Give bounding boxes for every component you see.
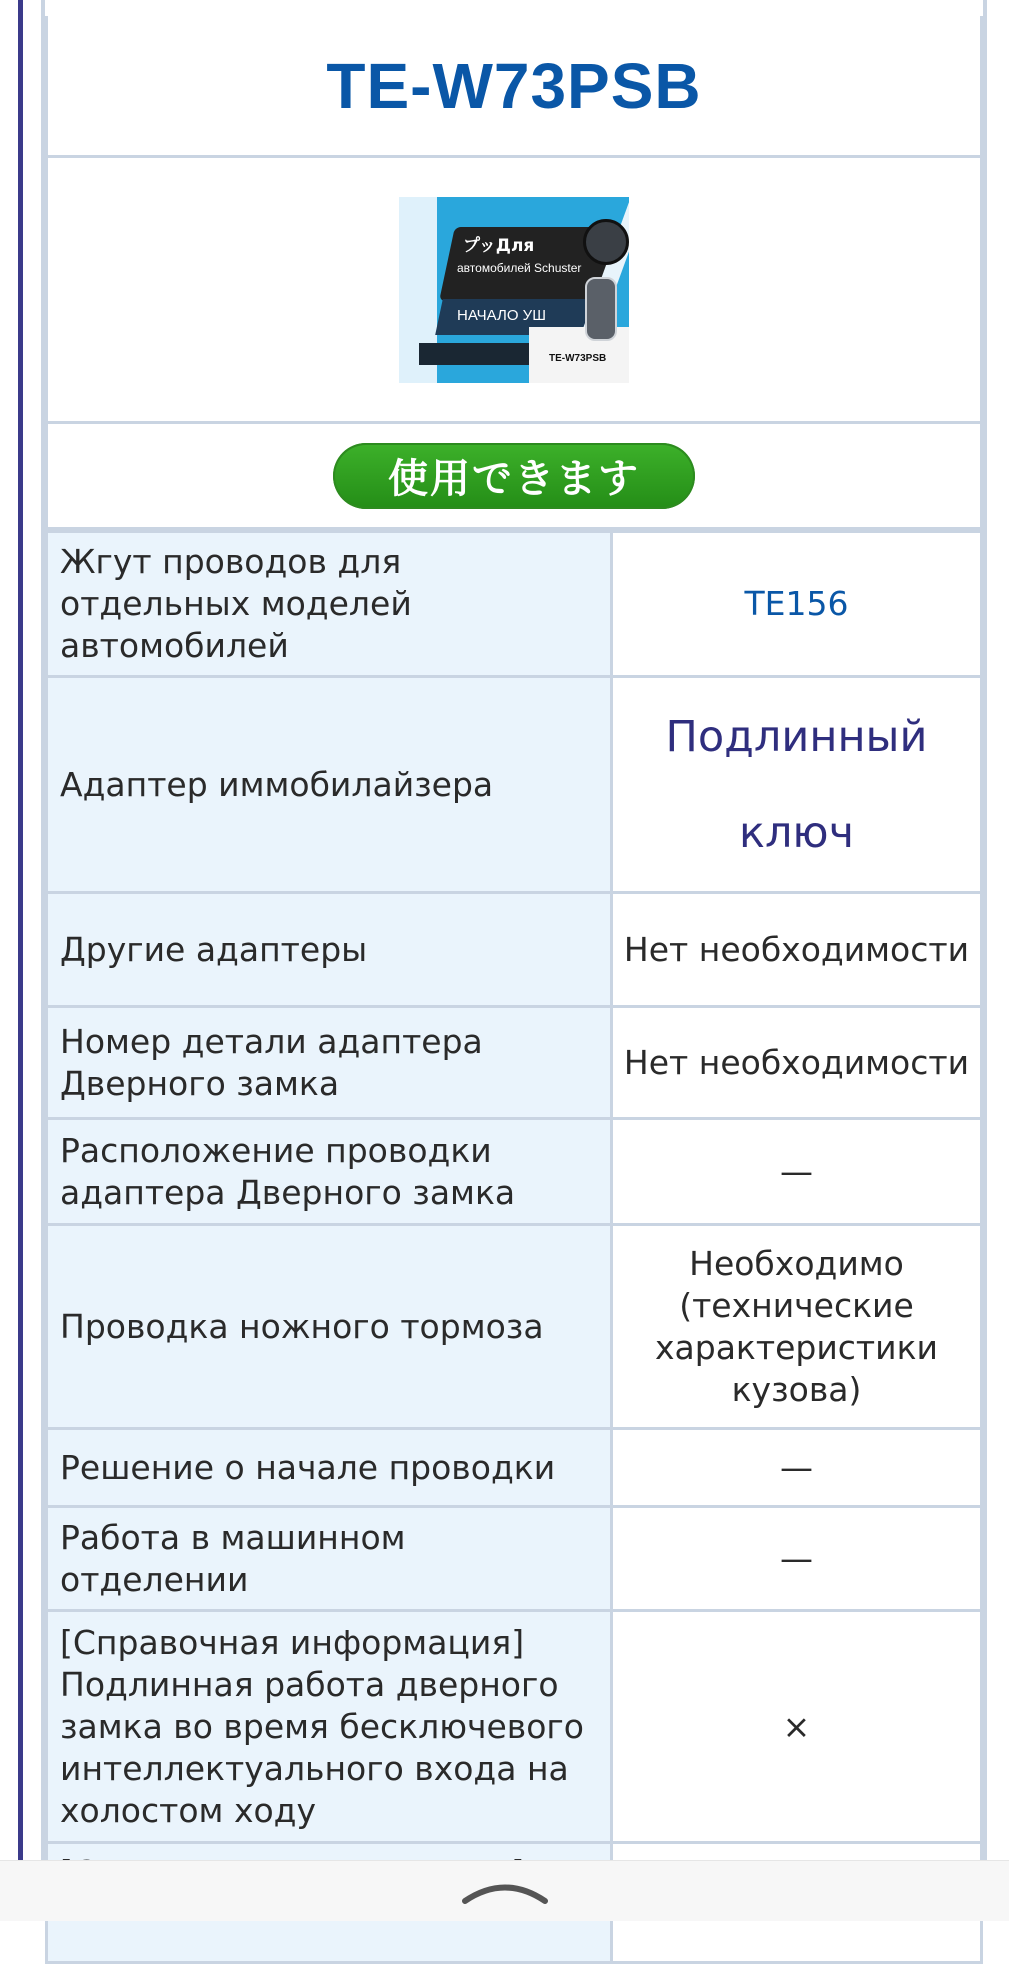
table-row [47, 1007, 982, 1119]
row-value: TE156 [612, 532, 982, 677]
row-label: Другие адаптеры [47, 893, 612, 1007]
product-image-cell [45, 158, 983, 424]
row-value: — [612, 1119, 982, 1225]
box-price-strip [419, 343, 529, 365]
table-row [47, 1507, 982, 1611]
table-row [47, 893, 982, 1007]
row-label: Номер детали адаптера Дверного замка [47, 1007, 612, 1119]
bottom-scroll-bar[interactable] [0, 1860, 1009, 1921]
row-label: Работа в машинном отделении [47, 1507, 612, 1611]
row-value: Подлинный ключ [612, 677, 982, 893]
row-label: Расположение проводки адаптера Дверного замка [47, 1119, 612, 1225]
row-label: [Справочная информация] Подлинная работа дверного замка во время бесключевого интеллектуального входа на холостом ходу [47, 1611, 612, 1843]
row-value: Нет необходимости [612, 893, 982, 1007]
row-label: Решение о начале проводки [47, 1429, 612, 1507]
remote-key-icon [585, 277, 617, 341]
box-text-line2: автомобилей Schuster [457, 260, 582, 275]
left-border-rail [18, 0, 23, 1860]
row-value: — [612, 1429, 982, 1507]
row-value: Нет необходимости [612, 1007, 982, 1119]
chevron-up-icon[interactable] [460, 1876, 550, 1906]
badge-cell [45, 424, 983, 530]
usable-badge: 使用できます [333, 443, 695, 509]
table-row [47, 532, 982, 677]
row-value: Необходимо (технические характеристики кузова) [612, 1225, 982, 1429]
product-image[interactable] [399, 197, 629, 383]
box-text-line1: プッДля [463, 235, 535, 256]
table-row [47, 1429, 982, 1507]
table-row [47, 1119, 982, 1225]
title-cell [45, 16, 983, 158]
box-text-line3: НАЧАЛО УШ [457, 306, 546, 324]
table-row [47, 1611, 982, 1843]
row-label: Жгут проводов для отдельных моделей автомобилей [47, 532, 612, 677]
row-label: Проводка ножного тормоза [47, 1225, 612, 1429]
row-value: — [612, 1507, 982, 1611]
page-title: TE-W73PSB [326, 49, 702, 122]
row-value: × [612, 1611, 982, 1843]
row-label: Адаптер иммобилайзера [47, 677, 612, 893]
right-inner-rail [983, 0, 987, 1860]
spec-table [45, 530, 983, 1964]
box-model-label: TE-W73PSB [549, 352, 607, 364]
table-row [47, 677, 982, 893]
remote-knob-icon [583, 219, 629, 265]
table-row [47, 1225, 982, 1429]
